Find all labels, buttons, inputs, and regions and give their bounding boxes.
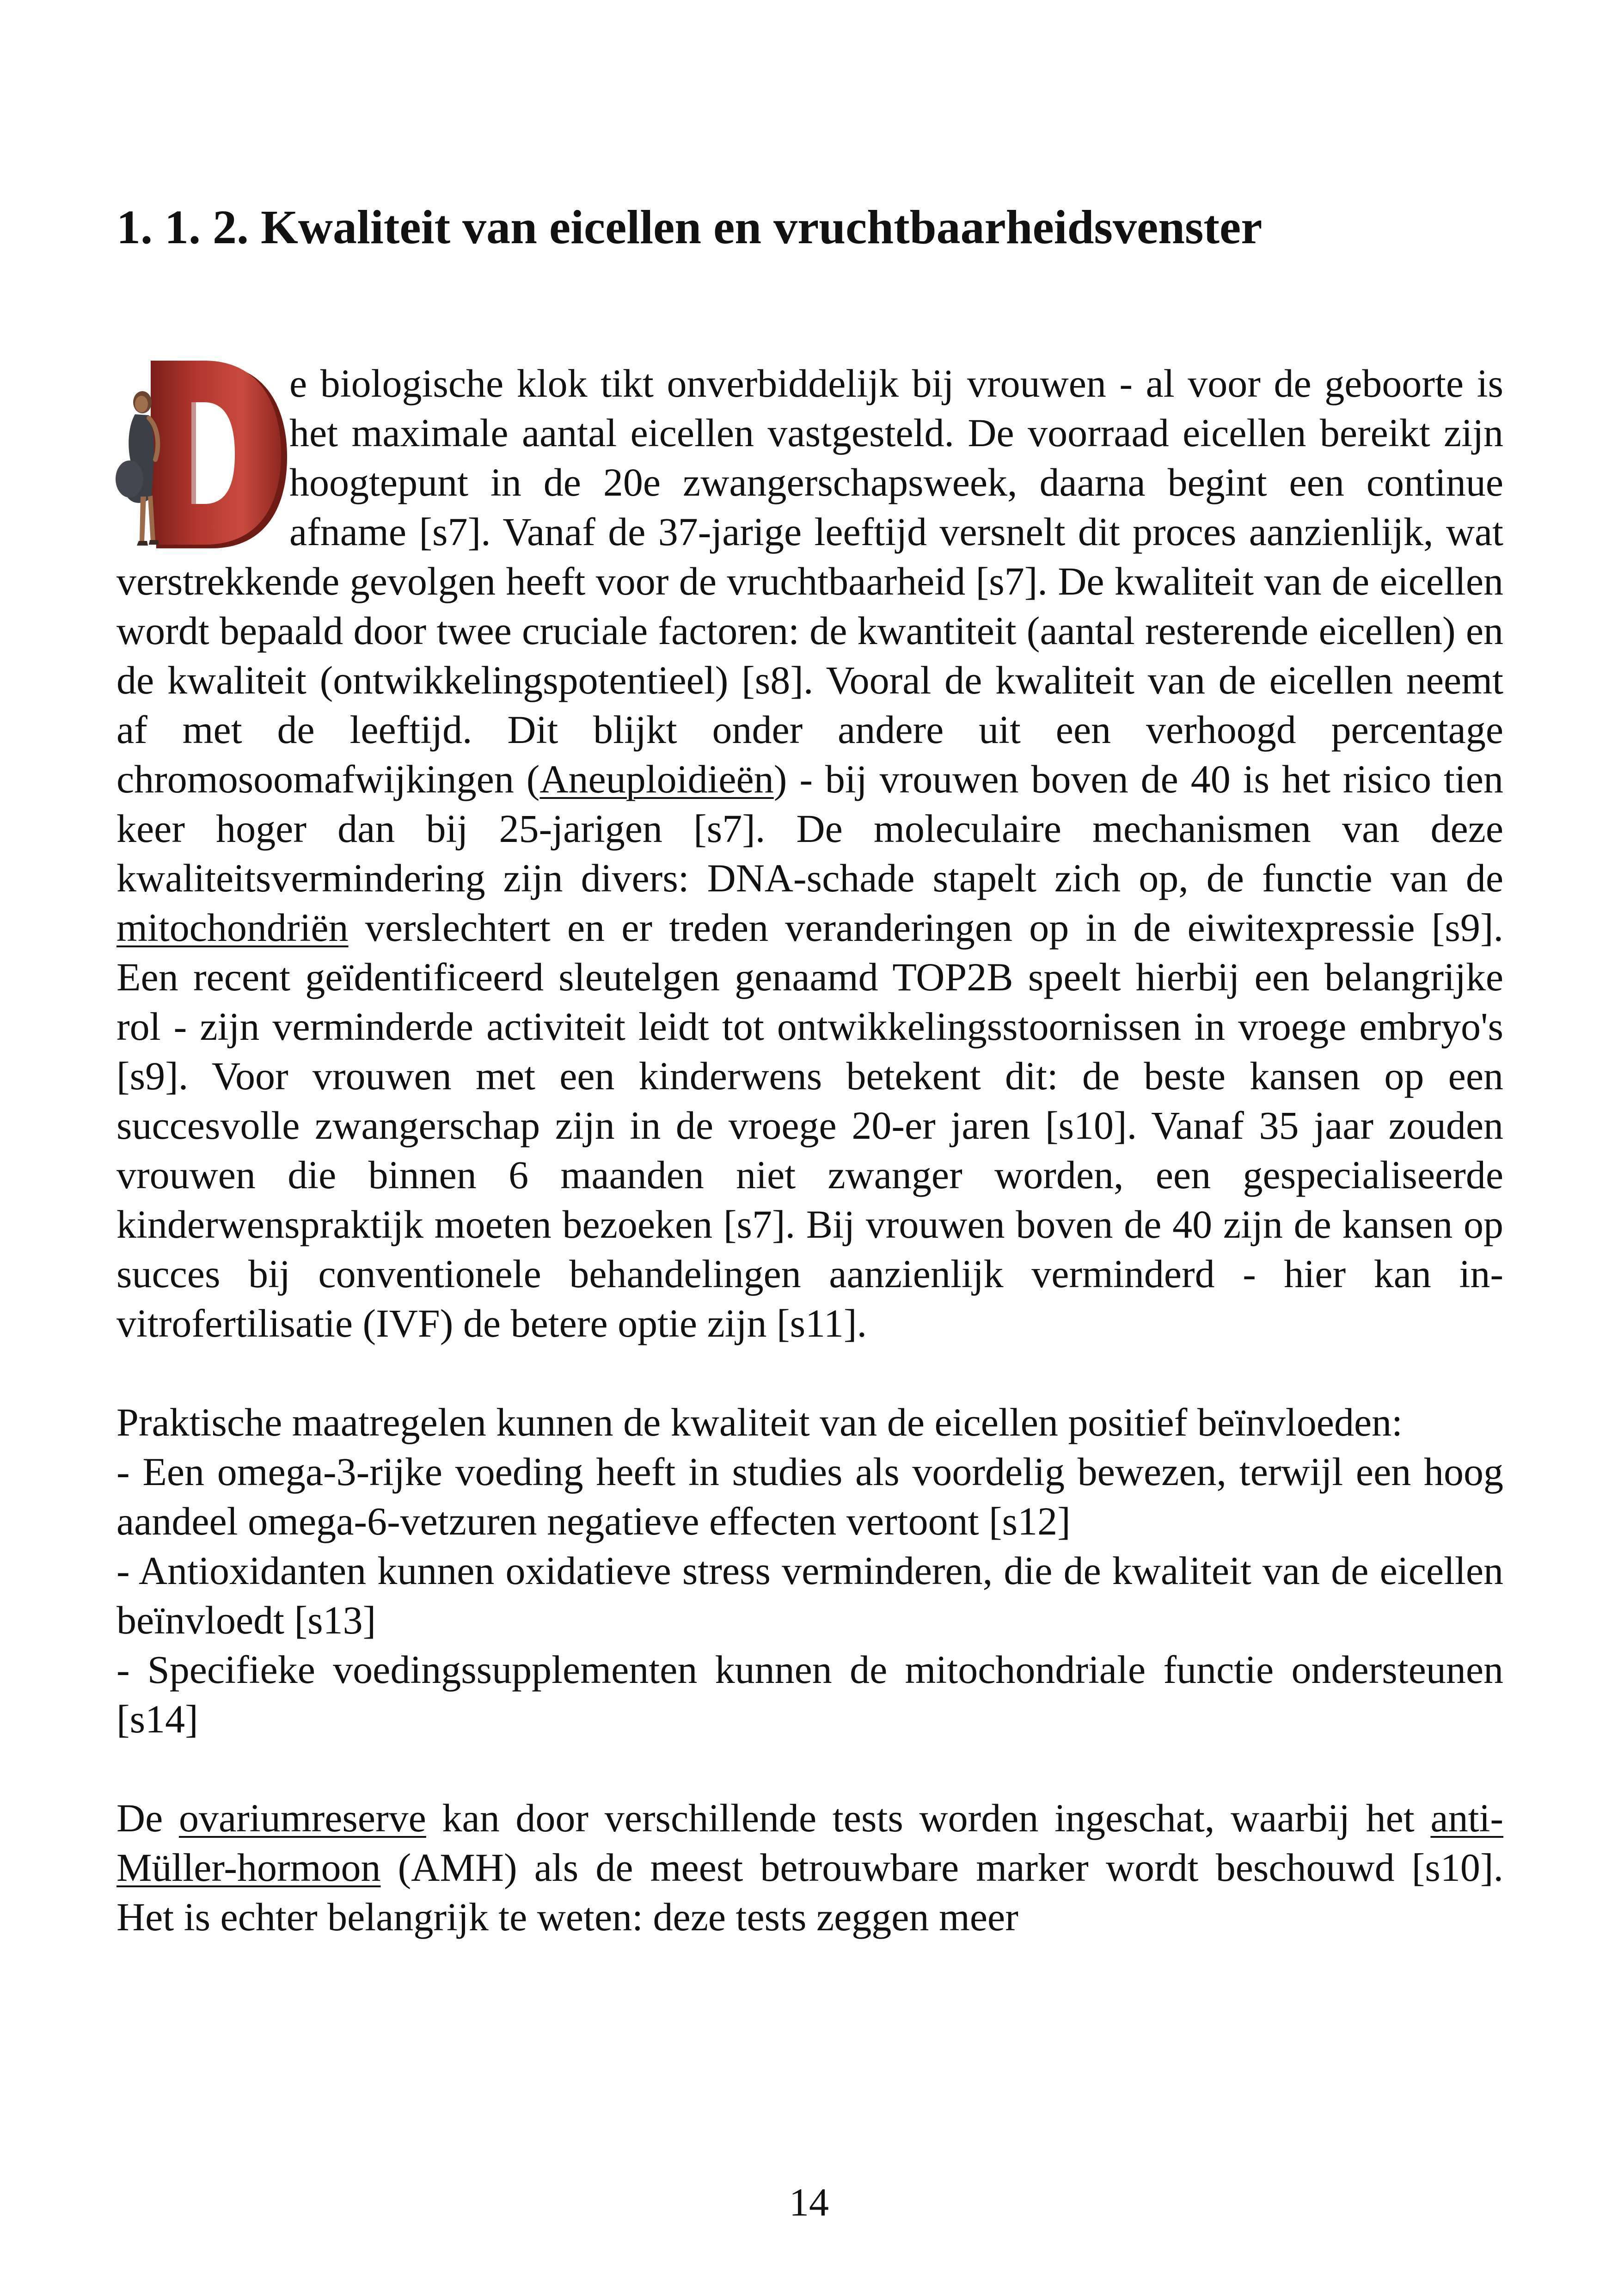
paragraph3-text-part3: (AMH) als de meest betrouwbare marker wordt beschouwd [s10]. Het is echter belangrijk te weten: deze tests zeggen meer — [116, 1845, 1503, 1939]
list-item: - Antioxidanten kunnen oxidatieve stress verminderen, die de kwaliteit van de eicellen beïnvloedt [s13] — [116, 1548, 1503, 1642]
paragraph-ovarian-reserve — [116, 1793, 1503, 1942]
paragraph1-text-part2: ) - bij vrouwen boven de 40 is het risico tien keer hoger dan bij 25-jarigen [s7]. De moleculaire mechanismen van deze kwaliteitsvermindering zijn divers: DNA-schade stapelt zich op, de functie van de — [116, 757, 1503, 900]
paragraph1-text-part1: e biologische klok tikt onverbiddelijk bij vrouwen - al voor de geboorte is het maximale aantal eicellen vastgesteld. De voorraad eicellen bereikt zijn hoogtepunt in de 20e zwangerschapsweek, daarna begint een continue afname [s7]. Vanaf de 37-jarige leeftijd versnelt dit proces aanzienlijk, wat verstrekkende gevolgen heeft voor de vruchtbaarheid [s7]. De kwaliteit van de eicellen wordt bepaald door twee cruciale factoren: de kwantiteit (aantal resterende eicellen) en de kwaliteit (ontwikkelingspotentieel) [s8]. Vooral de kwaliteit van de eicellen neemt af met de leeftijd. Dit blijkt onder andere uit een verhoogd percentage chromosoomafwijkingen ( — [116, 361, 1503, 801]
paragraph3-text-part2: kan door verschillende tests worden ingeschat, waarbij het — [426, 1796, 1431, 1840]
page-number: 14 — [789, 2180, 829, 2224]
measures-intro: Praktische maatregelen kunnen de kwaliteit van de eicellen positief beïnvloeden: — [116, 1400, 1403, 1444]
dropcap-illustration — [114, 358, 289, 556]
link-aneuploidieen[interactable]: Aneuploidieën — [539, 757, 774, 801]
paragraph-practical-measures — [116, 1398, 1503, 1744]
link-anti-muller-hormoon[interactable]: anti-Müller-hormoon — [116, 1796, 1504, 1890]
link-mitochondrien[interactable]: mitochondriën — [116, 905, 349, 950]
link-ovariumreserve[interactable]: ovariumreserve — [178, 1796, 426, 1840]
document-body — [116, 359, 1503, 1942]
paragraph1-text-part3: verslechtert en er treden veranderingen op in de eiwitexpressie [s9]. Een recent geïdentificeerd sleutelgen genaamd TOP2B speelt hierbij een belangrijke rol - zijn verminderde activiteit leidt tot ontwikkelingsstoornissen in vroege embryo's [s9]. Voor vrouwen met een kinderwens betekent dit: de beste kansen op een succesvolle zwangerschap zijn in de vroege 20-er jaren [s10]. Vanaf 35 jaar zouden vrouwen die binnen 6 maanden niet zwanger worden, een gespecialiseerde kinderwenspraktijk moeten bezoeken [s7]. Bij vrouwen boven de 40 zijn de kansen op succes bij conventionele behandelingen aanzienlijk verminderd - hier kan in-vitrofertilisatie (IVF) de betere optie zijn [s11]. — [116, 905, 1503, 1345]
list-item: - Een omega-3-rijke voeding heeft in studies als voordelig bewezen, terwijl een hoog aandeel omega-6-vetzuren negatieve effecten vertoont [s12] — [116, 1449, 1503, 1543]
section-heading: 1. 1. 2. Kwaliteit van eicellen en vruchtbaarheidsvenster — [116, 201, 1263, 254]
paragraph3-text-part1: De — [116, 1796, 179, 1840]
list-item: - Specifieke voedingssupplementen kunnen de mitochondriale functie ondersteunen [s14] — [116, 1647, 1503, 1741]
paragraph-egg-quality — [116, 359, 1503, 1348]
